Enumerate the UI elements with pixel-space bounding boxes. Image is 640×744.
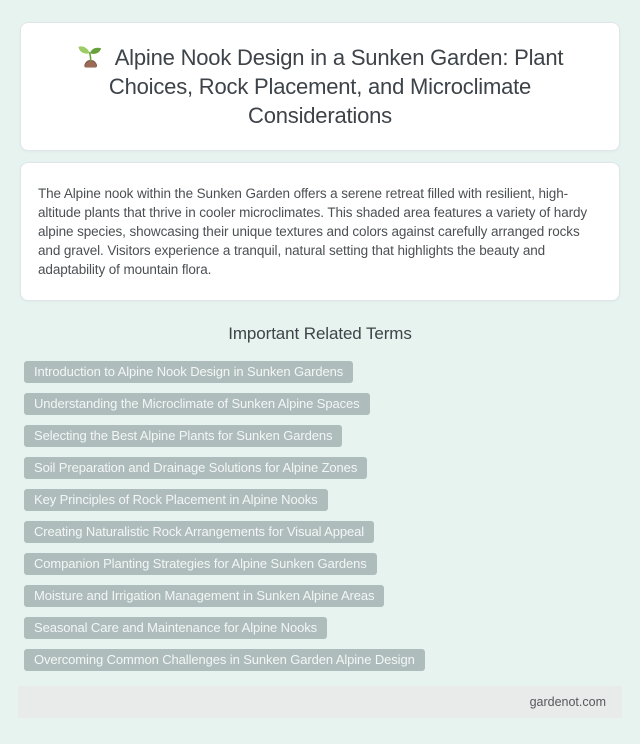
related-term-tag[interactable]: Introduction to Alpine Nook Design in Sunken Gardens — [24, 361, 353, 383]
related-term-tag[interactable]: Selecting the Best Alpine Plants for Sunken Gardens — [24, 425, 342, 447]
related-term-tag[interactable]: Creating Naturalistic Rock Arrangements for Visual Appeal — [24, 521, 374, 543]
related-term-tag[interactable]: Key Principles of Rock Placement in Alpine Nooks — [24, 489, 328, 511]
footer — [18, 686, 622, 718]
title-card — [20, 22, 620, 151]
description-text: The Alpine nook within the Sunken Garden offers a serene retreat filled with resilient, high-altitude plants that thrive in cooler microclimates. This shaded area features a variety of hardy alpine species, showcasing their unique textures and colors against carefully arranged rocks and gravel. Visitors experience a tranquil, natural setting that highlights the beauty and adaptability of mountain flora. — [38, 186, 588, 277]
description-card — [20, 162, 620, 301]
seedling-icon — [77, 43, 104, 70]
related-terms-heading: Important Related Terms — [228, 324, 412, 343]
related-term-tag[interactable]: Moisture and Irrigation Management in Sunken Alpine Areas — [24, 585, 384, 607]
related-term-tag[interactable]: Soil Preparation and Drainage Solutions for Alpine Zones — [24, 457, 367, 479]
related-term-tag[interactable]: Companion Planting Strategies for Alpine Sunken Gardens — [24, 553, 377, 575]
page-title — [47, 43, 593, 130]
site-domain: gardenot.com — [529, 695, 606, 709]
page-title-text: Alpine Nook Design in a Sunken Garden: Plant Choices, Rock Placement, and Microclimate Considerations — [108, 45, 564, 128]
related-term-tag[interactable]: Seasonal Care and Maintenance for Alpine Nooks — [24, 617, 327, 639]
related-term-tag[interactable]: Understanding the Microclimate of Sunken Alpine Spaces — [24, 393, 370, 415]
related-term-tag[interactable]: Overcoming Common Challenges in Sunken Garden Alpine Design — [24, 649, 425, 671]
related-terms-list — [20, 361, 620, 671]
